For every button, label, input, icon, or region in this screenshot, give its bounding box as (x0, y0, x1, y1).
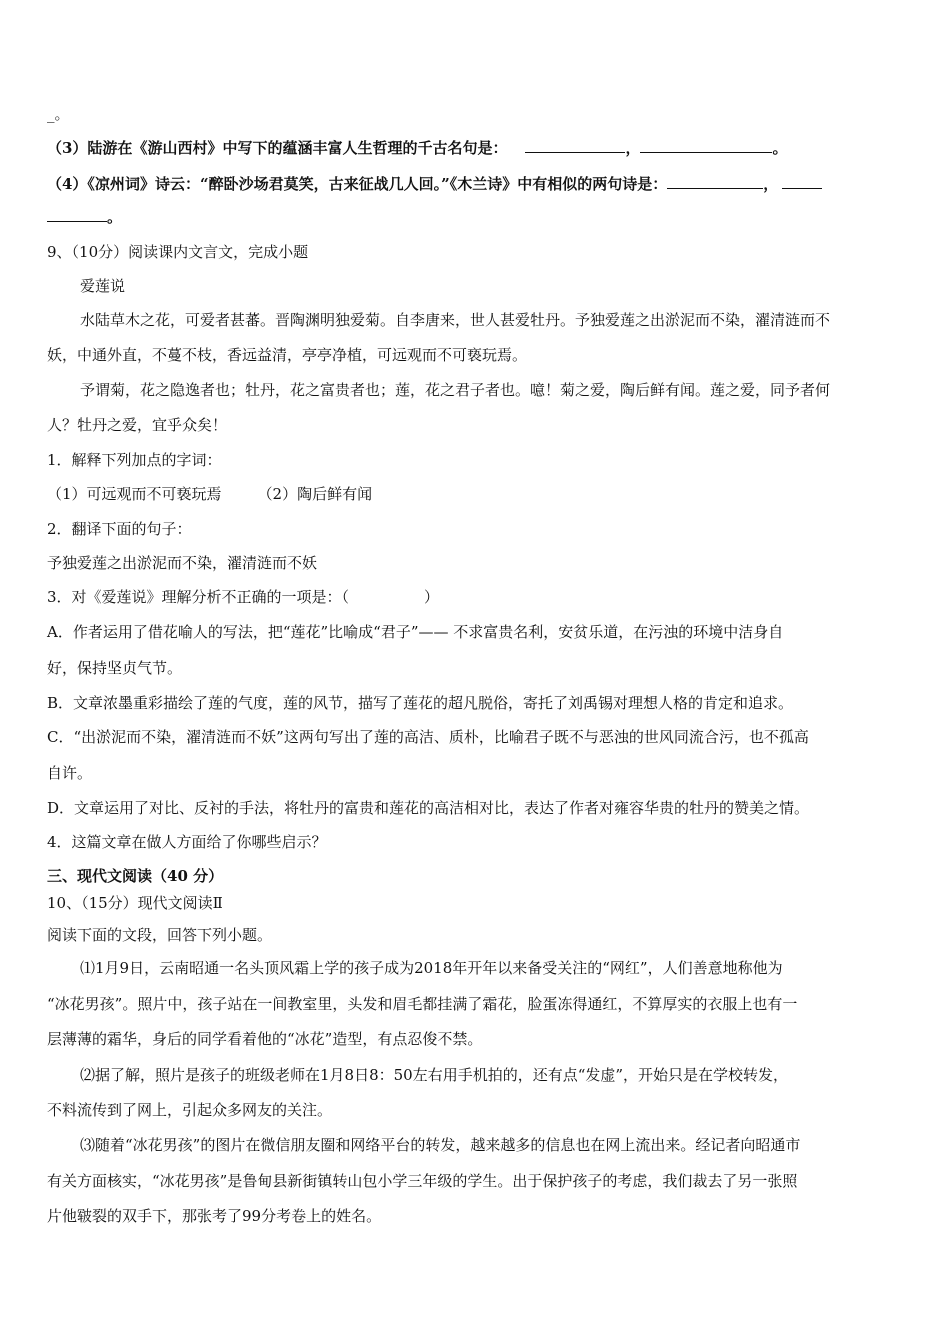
subquestion-3: 3．对《爱莲说》理解分析不正确的一项是：（ ） (47, 588, 440, 606)
line-end: 。 (107, 208, 123, 226)
option-c-cont: 自许。 (47, 764, 93, 782)
subquestion-1: 1．解释下列加点的字词： (47, 451, 222, 469)
option-a: A．作者运用了借花喻人的写法，把“莲花”比喻成“君子”—— 不求富贵名利，安贫乐道，在污浊的环境中洁身自 (47, 623, 784, 641)
subquestion-4: 4．这篇文章在做人方面给了你哪些启示？ (47, 833, 327, 851)
answer-blank[interactable] (640, 138, 772, 153)
option-a-cont: 好，保持坚贞气节。 (47, 659, 183, 677)
answer-blank[interactable] (667, 174, 763, 189)
question-8-3-text: （3）陆游在《游山西村》中写下的蕴涵丰富人生哲理的千古名句是： (47, 139, 508, 157)
subquestion-1-items (47, 484, 372, 504)
reading-paragraph: ⑶随着“冰花男孩”的图片在微信朋友圈和网络平台的转发，越来越多的信息也在网上流出来。经记者向昭通市 (80, 1136, 801, 1154)
answer-blank[interactable] (782, 174, 822, 189)
passage-paragraph: 予谓菊，花之隐逸者也；牡丹，花之富贵者也；莲，花之君子者也。噫！菊之爱，陶后鲜有闻。莲之爱，同予者何 (80, 381, 831, 399)
reading-instruction: 阅读下面的文段，回答下列小题。 (47, 926, 273, 944)
line-end: 。 (772, 139, 788, 157)
question-10-heading: 10、（15分）现代文阅读Ⅱ (47, 894, 223, 912)
passage-paragraph: 水陆草木之花，可爱者甚蕃。晋陶渊明独爱菊。自李唐来，世人甚爱牡丹。予独爱莲之出淤泥而不染，濯清涟而不 (80, 311, 831, 329)
reading-paragraph: ⑵据了解，照片是孩子的班级老师在1月8日8：50左右用手机拍的，还有点“发虚”，开始只是在学校转发， (80, 1066, 789, 1084)
fragment-line: _。 (47, 105, 70, 123)
separator: ， (763, 175, 779, 193)
reading-paragraph: 片他皲裂的双手下，那张考了99分考卷上的姓名。 (47, 1207, 382, 1225)
subquestion-1-item: （2）陶后鲜有闻 (257, 485, 373, 503)
reading-paragraph: ⑴1月9日，云南昭通一名头顶风霜上学的孩子成为2018年开年以来备受关注的“网红”，人们善意地称他为 (80, 959, 783, 977)
answer-blank[interactable] (47, 207, 107, 222)
reading-paragraph: 层薄薄的霜华，身后的同学看着他的“冰花”造型，有点忍俊不禁。 (47, 1030, 483, 1048)
option-c: C．“出淤泥而不染，濯清涟而不妖”这两句写出了莲的高洁、质朴，比喻君子既不与恶浊的世风同流合污，也不孤高 (47, 728, 809, 746)
option-b: B．文章浓墨重彩描绘了莲的气度，莲的风节，描写了莲花的超凡脱俗，寄托了刘禹锡对理想人格的肯定和追求。 (47, 694, 794, 712)
reading-paragraph: 不料流传到了网上，引起众多网友的关注。 (47, 1101, 333, 1119)
question-9-heading: 9、（10分）阅读课内文言文，完成小题 (47, 243, 309, 261)
subquestion-2: 2．翻译下面的句子： (47, 520, 192, 538)
subquestion-1-item: （1）可远观而不可亵玩焉 (47, 485, 222, 503)
reading-paragraph: “冰花男孩”。照片中，孩子站在一间教室里，头发和眉毛都挂满了霜花，脸蛋冻得通红，不算厚实的衣服上也有一 (47, 995, 798, 1013)
passage-paragraph: 人？牡丹之爱，宜乎众矣！ (47, 416, 228, 434)
subquestion-2-sentence: 予独爱莲之出淤泥而不染，濯清涟而不妖 (47, 554, 318, 572)
passage-paragraph: 妖，中通外直，不蔓不枝，香远益清，亭亭净植，可远观而不可亵玩焉。 (47, 346, 528, 364)
section-3-heading: 三、现代文阅读（40 分） (47, 867, 224, 885)
answer-blank[interactable] (525, 138, 625, 153)
passage-title: 爱莲说 (80, 277, 126, 295)
option-d: D．文章运用了对比、反衬的手法，将牡丹的富贵和莲花的高洁相对比，表达了作者对雍容华贵的牡丹的赞美之情。 (47, 799, 810, 817)
reading-paragraph: 有关方面核实，“冰花男孩”是鲁甸县新街镇转山包小学三年级的学生。出于保护孩子的考虑，我们裁去了另一张照 (47, 1172, 798, 1190)
question-8-3 (47, 138, 787, 158)
separator: ， (625, 139, 641, 157)
question-8-4-cont (47, 207, 122, 227)
question-8-4-text: （4）《凉州词》诗云：“醉卧沙场君莫笑，古来征战几人回。”《木兰诗》中有相似的两句诗是： (47, 175, 668, 193)
question-8-4 (47, 174, 822, 194)
